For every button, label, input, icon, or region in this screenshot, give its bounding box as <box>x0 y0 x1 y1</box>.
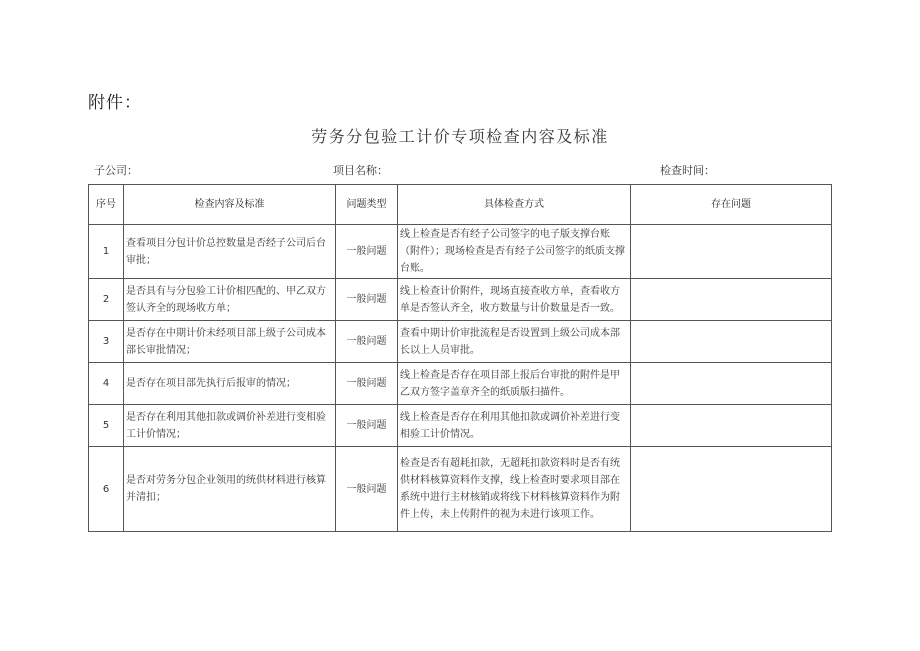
company-label: 子公司： <box>94 164 138 177</box>
row-method: 查看中期计价审批流程是否设置到上级公司成本部长以上人员审批。 <box>398 321 631 363</box>
row-content: 是否存在中期计价未经项目部上级子公司成本部长审批情况； <box>124 321 336 363</box>
inspection-time-label: 检查时间： <box>660 164 715 177</box>
row-issue-cell[interactable] <box>631 363 832 405</box>
row-type: 一般问题 <box>336 279 398 321</box>
row-method: 线上检查计价附件，现场直接查收方单，查看收方单是否签认齐全，收方数量与计价数量是否一致。 <box>398 279 631 321</box>
header-issue: 存在问题 <box>631 185 832 225</box>
row-number: 4 <box>89 363 124 405</box>
document-title: 劳务分包验工计价专项检查内容及标准 <box>311 127 609 146</box>
row-issue-cell[interactable] <box>631 405 832 447</box>
row-type: 一般问题 <box>336 447 398 532</box>
row-content: 是否具有与分包验工计价相匹配的、甲乙双方签认齐全的现场收方单； <box>124 279 336 321</box>
header-method: 具体检查方式 <box>398 185 631 225</box>
row-issue-cell[interactable] <box>631 321 832 363</box>
row-issue-cell[interactable] <box>631 447 832 532</box>
row-method: 线上检查是否有经子公司签字的电子版支撑台账（附件）；现场检查是否有经子公司签字的纸质支撑台账。 <box>398 225 631 279</box>
row-issue-cell[interactable] <box>631 225 832 279</box>
row-content: 查看项目分包计价总控数量是否经子公司后台审批； <box>124 225 336 279</box>
table-header-row <box>89 185 832 225</box>
project-name-label: 项目名称： <box>333 164 388 177</box>
row-number: 1 <box>89 225 124 279</box>
row-issue-cell[interactable] <box>631 279 832 321</box>
table-row <box>89 363 832 405</box>
row-type: 一般问题 <box>336 363 398 405</box>
row-content: 是否存在项目部先执行后报审的情况； <box>124 363 336 405</box>
row-number: 2 <box>89 279 124 321</box>
row-type: 一般问题 <box>336 225 398 279</box>
table-row <box>89 447 832 532</box>
attachment-label: 附件： <box>88 93 142 113</box>
inspection-table <box>88 184 832 532</box>
row-number: 5 <box>89 405 124 447</box>
row-content: 是否对劳务分包企业领用的统供材料进行核算并清扣； <box>124 447 336 532</box>
row-method: 线上检查是否存在利用其他扣款或调价补差进行变相验工计价情况。 <box>398 405 631 447</box>
row-number: 6 <box>89 447 124 532</box>
table-row <box>89 225 832 279</box>
row-type: 一般问题 <box>336 321 398 363</box>
header-type: 问题类型 <box>336 185 398 225</box>
table-row <box>89 321 832 363</box>
row-type: 一般问题 <box>336 405 398 447</box>
row-method: 检查是否有超耗扣款，无超耗扣款资料时是否有统供材料核算资料作支撑，线上检查时要求项目部在系统中进行主材核销或将线下材料核算资料作为附件上传，未上传附件的视为未进行该项工作。 <box>398 447 631 532</box>
row-content: 是否存在利用其他扣款或调价补差进行变相验工计价情况； <box>124 405 336 447</box>
header-content: 检查内容及标准 <box>124 185 336 225</box>
table-row <box>89 405 832 447</box>
row-method: 线上检查是否存在项目部上报后台审批的附件是甲乙双方签字盖章齐全的纸质版扫描件。 <box>398 363 631 405</box>
header-no: 序号 <box>89 185 124 225</box>
table-row <box>89 279 832 321</box>
row-number: 3 <box>89 321 124 363</box>
